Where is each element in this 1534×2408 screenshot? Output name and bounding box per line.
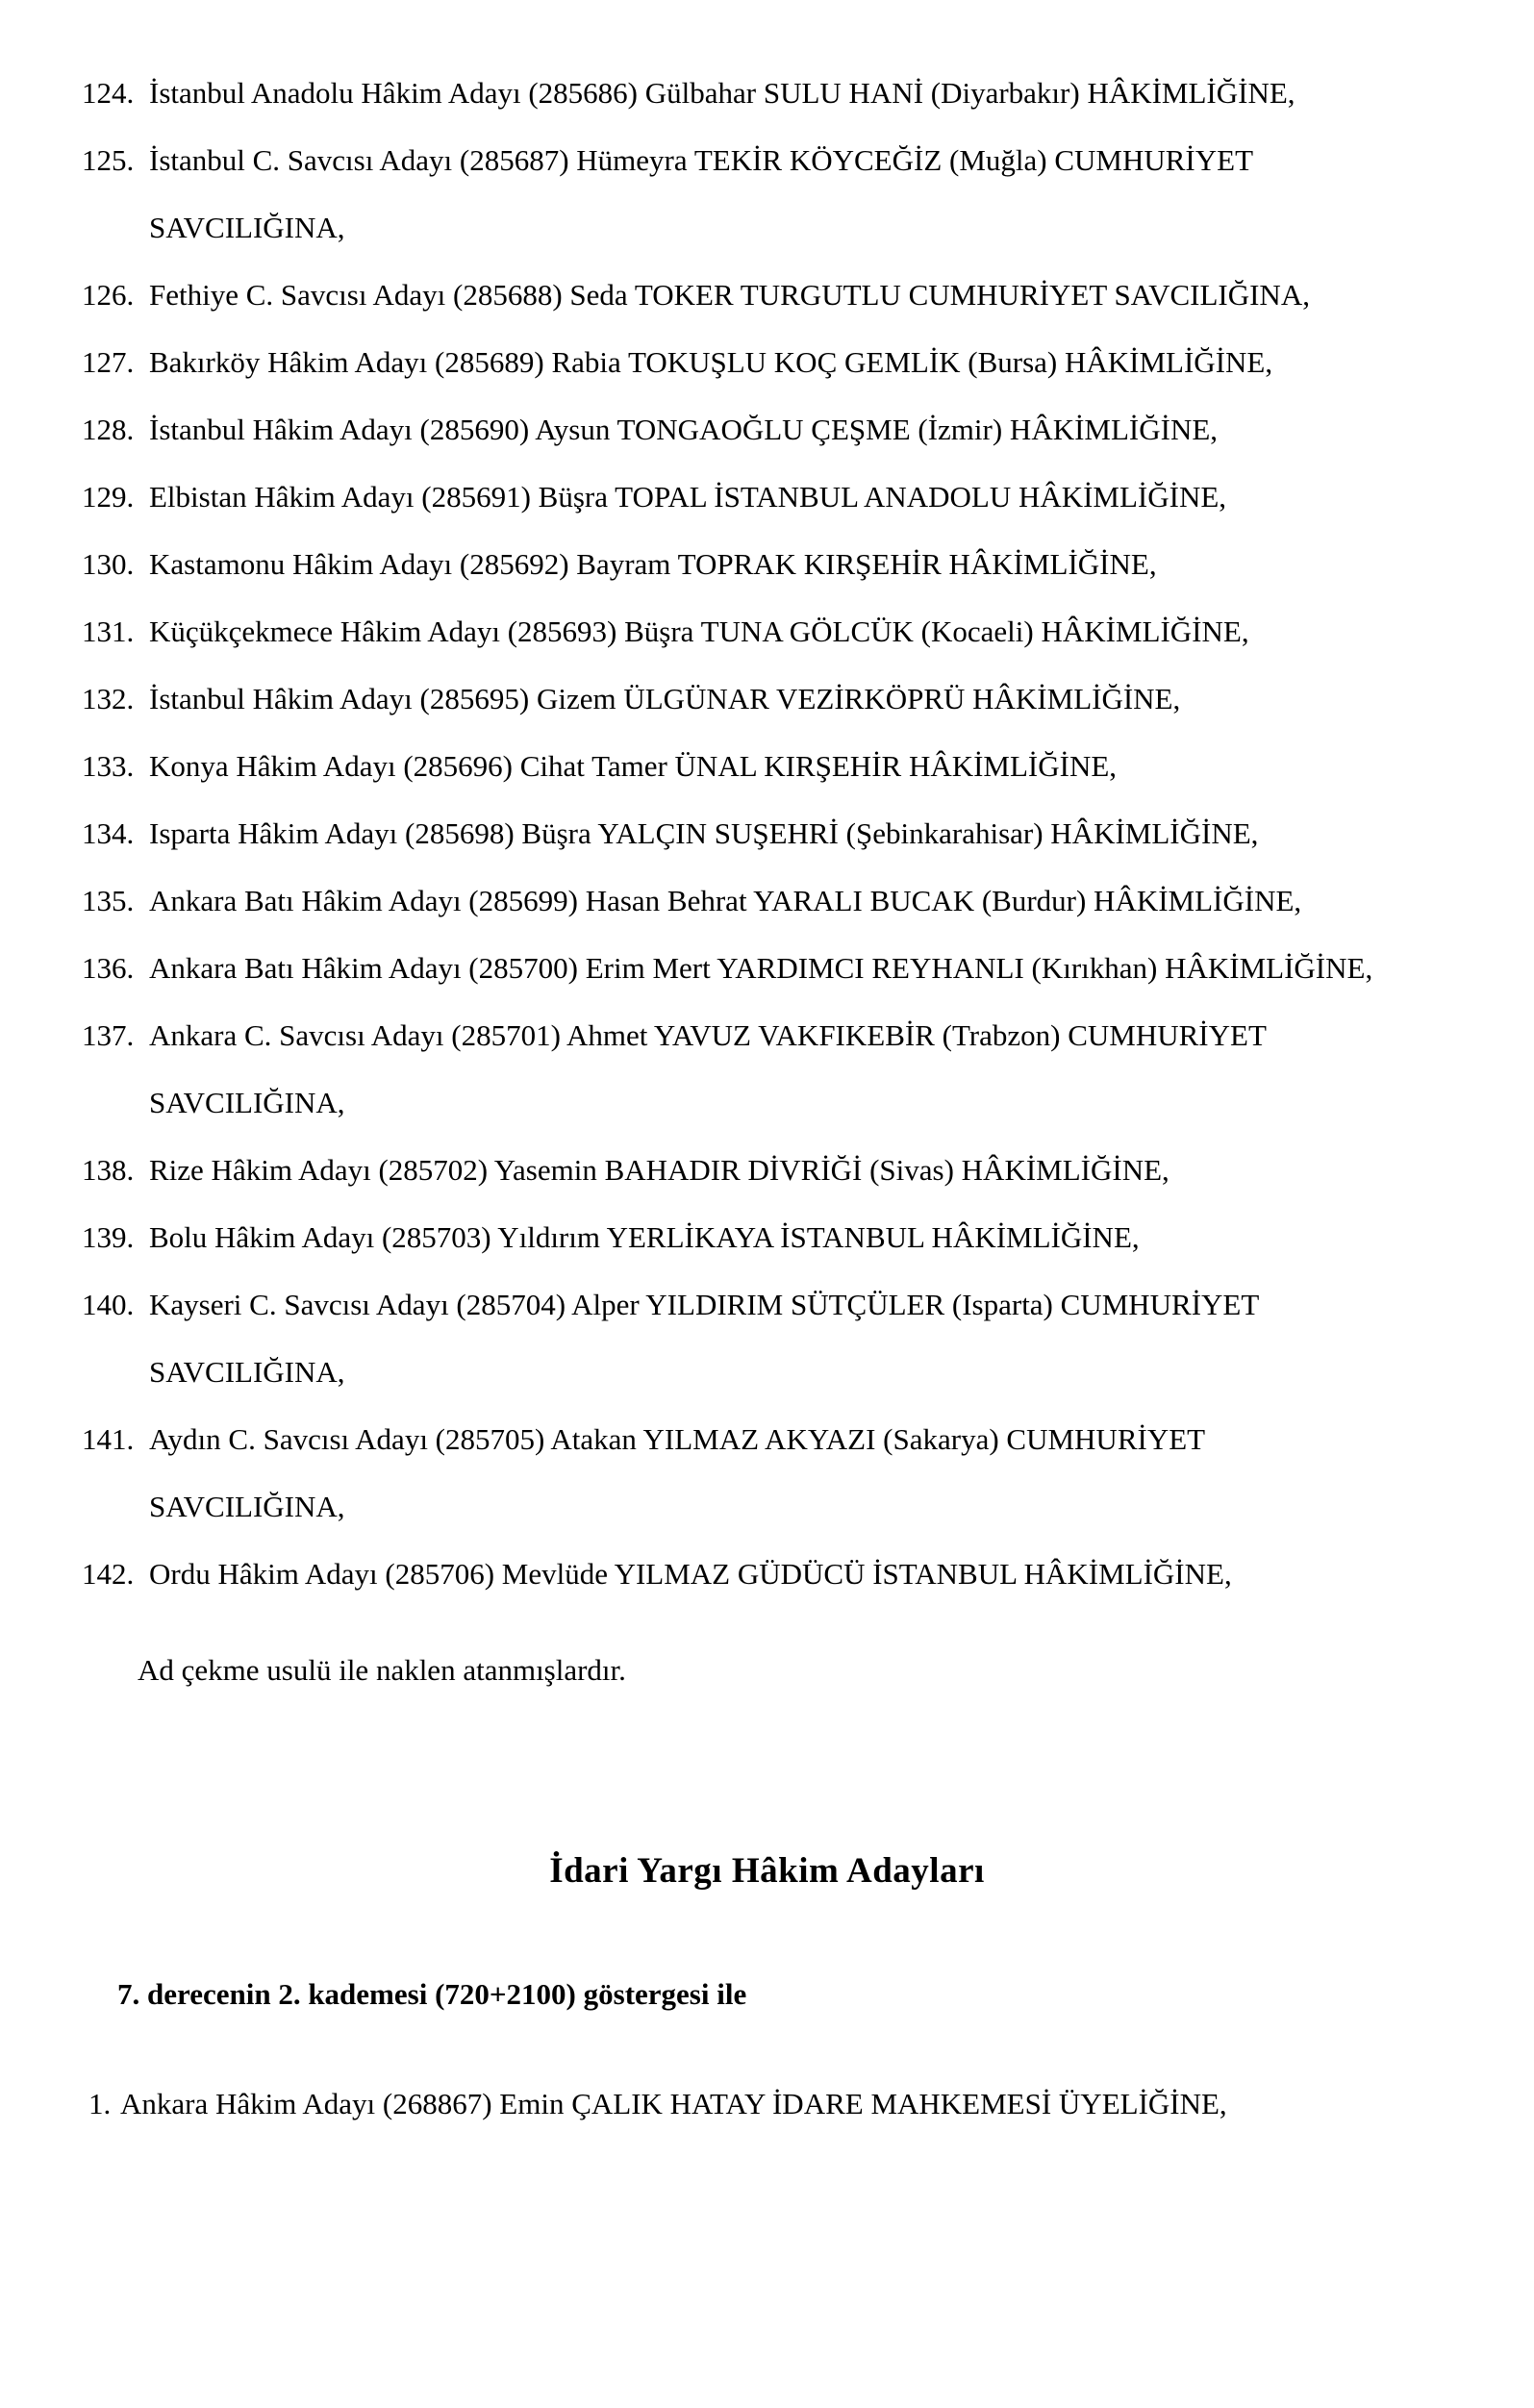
list-item-text (149, 531, 1486, 598)
list-item-line: Aydın C. Savcısı Adayı (285705) Atakan YILMAZ AKYAZI (Sakarya) CUMHURİYET (149, 1422, 1206, 1456)
list-item-line: Isparta Hâkim Adayı (285698) Büşra YALÇIN SUŞEHRİ (Şebinkarahisar) HÂKİMLİĞİNE, (149, 816, 1259, 850)
list-item-number: 142. (82, 1557, 135, 1591)
idari-appointment-list (0, 2070, 1534, 2138)
list-item-number: 126. (82, 278, 135, 312)
list-item-line: Küçükçekmece Hâkim Adayı (285693) Büşra TUNA GÖLCÜK (Kocaeli) HÂKİMLİĞİNE, (149, 615, 1249, 648)
list-item-line: Konya Hâkim Adayı (285696) Cihat Tamer ÜNAL KIRŞEHİR HÂKİMLİĞİNE, (149, 749, 1118, 783)
list-item (82, 1541, 1486, 1608)
list-item-number: 1. (88, 2087, 112, 2120)
list-item-line: İstanbul Anadolu Hâkim Adayı (285686) Gülbahar SULU HANİ (Diyarbakır) HÂKİMLİĞİNE, (149, 76, 1295, 110)
list-item-line: İstanbul Hâkim Adayı (285690) Aysun TONGAOĞLU ÇEŞME (İzmir) HÂKİMLİĞİNE, (149, 413, 1219, 446)
list-item-line: Ankara Hâkim Adayı (268867) Emin ÇALIK HATAY İDARE MAHKEMESİ ÜYELİĞİNE, (120, 2087, 1227, 2120)
list-item-number: 134. (82, 816, 135, 850)
list-item (82, 800, 1486, 867)
list-item (82, 127, 1486, 262)
list-item-number: 132. (82, 682, 135, 715)
list-item-line: Rize Hâkim Adayı (285702) Yasemin BAHADIR DİVRİĞİ (Sivas) HÂKİMLİĞİNE, (149, 1153, 1169, 1187)
list-item-line: Kastamonu Hâkim Adayı (285692) Bayram TOPRAK KIRŞEHİR HÂKİMLİĞİNE, (149, 547, 1157, 581)
list-item-text (149, 262, 1486, 329)
closing-note: Ad çekme usulü ile naklen atanmışlardır. (138, 1653, 626, 1687)
grade-line: 7. derecenin 2. kademesi (720+2100) göstergesi ile (117, 1977, 747, 2011)
list-item (82, 329, 1486, 396)
list-item-text (149, 1002, 1486, 1137)
list-item-number: 131. (82, 615, 135, 648)
list-item (82, 733, 1486, 800)
list-item-text (149, 329, 1486, 396)
list-item-text (149, 800, 1486, 867)
list-item-number: 139. (82, 1220, 135, 1254)
section-heading: İdari Yargı Hâkim Adayları (549, 1851, 985, 1891)
list-item (88, 2070, 1486, 2138)
list-item (82, 1271, 1486, 1406)
list-item-text (149, 464, 1486, 531)
list-item (82, 60, 1486, 127)
list-item-line: İstanbul Hâkim Adayı (285695) Gizem ÜLGÜNAR VEZİRKÖPRÜ HÂKİMLİĞİNE, (149, 682, 1181, 715)
list-item (82, 1137, 1486, 1204)
list-item-text (149, 1137, 1486, 1204)
list-item-line: Ankara C. Savcısı Adayı (285701) Ahmet YAVUZ VAKFIKEBİR (Trabzon) CUMHURİYET (149, 1018, 1267, 1052)
list-item-text (149, 733, 1486, 800)
list-item-number: 125. (82, 143, 135, 177)
list-item (82, 464, 1486, 531)
list-item-line: Ankara Batı Hâkim Adayı (285699) Hasan Behrat YARALI BUCAK (Burdur) HÂKİMLİĞİNE, (149, 884, 1302, 917)
list-item-line: Bolu Hâkim Adayı (285703) Yıldırım YERLİKAYA İSTANBUL HÂKİMLİĞİNE, (149, 1220, 1140, 1254)
list-item (82, 867, 1486, 935)
list-item-text (149, 60, 1486, 127)
list-item-number: 138. (82, 1153, 135, 1187)
list-item-text (149, 1271, 1486, 1406)
list-item (82, 1204, 1486, 1271)
list-item-text (149, 935, 1486, 1002)
list-item-number: 135. (82, 884, 135, 917)
list-item (82, 935, 1486, 1002)
list-item (82, 1002, 1486, 1137)
list-item-text (149, 665, 1486, 733)
list-item-line: Kayseri C. Savcısı Adayı (285704) Alper YILDIRIM SÜTÇÜLER (Isparta) CUMHURİYET (149, 1288, 1260, 1321)
list-item (82, 531, 1486, 598)
list-item (82, 1406, 1486, 1541)
list-item-line: Bakırköy Hâkim Adayı (285689) Rabia TOKUŞLU KOÇ GEMLİK (Bursa) HÂKİMLİĞİNE, (149, 345, 1273, 379)
list-item-number: 136. (82, 951, 135, 985)
list-item-text (149, 1541, 1486, 1608)
list-item-number: 124. (82, 76, 135, 110)
list-item-text (149, 1406, 1486, 1541)
list-item-text (149, 127, 1486, 262)
list-item-number: 128. (82, 413, 135, 446)
list-item-line: SAVCILIĞINA, (149, 1490, 345, 1523)
list-item-line: İstanbul C. Savcısı Adayı (285687) Hümeyra TEKİR KÖYCEĞİZ (Muğla) CUMHURİYET (149, 143, 1253, 177)
list-item-number: 141. (82, 1422, 135, 1456)
list-item-text (149, 1204, 1486, 1271)
list-item (82, 665, 1486, 733)
list-item-number: 133. (82, 749, 135, 783)
list-item (82, 598, 1486, 665)
list-item-text (149, 396, 1486, 464)
list-item-line: SAVCILIĞINA, (149, 1086, 345, 1119)
list-item-text (120, 2070, 1486, 2138)
list-item-line: Ankara Batı Hâkim Adayı (285700) Erim Mert YARDIMCI REYHANLI (Kırıkhan) HÂKİMLİĞİNE, (149, 951, 1373, 985)
list-item-number: 137. (82, 1018, 135, 1052)
list-item (82, 262, 1486, 329)
list-item (82, 396, 1486, 464)
list-item-text (149, 867, 1486, 935)
list-item-line: SAVCILIĞINA, (149, 211, 345, 244)
list-item-text (149, 598, 1486, 665)
list-item-number: 130. (82, 547, 135, 581)
list-item-line: SAVCILIĞINA, (149, 1355, 345, 1389)
list-item-number: 129. (82, 480, 135, 514)
list-item-line: Ordu Hâkim Adayı (285706) Mevlüde YILMAZ GÜDÜCÜ İSTANBUL HÂKİMLİĞİNE, (149, 1557, 1232, 1591)
list-item-number: 140. (82, 1288, 135, 1321)
list-item-line: Fethiye C. Savcısı Adayı (285688) Seda TOKER TURGUTLU CUMHURİYET SAVCILIĞINA, (149, 278, 1310, 312)
list-item-line: Elbistan Hâkim Adayı (285691) Büşra TOPAL İSTANBUL ANADOLU HÂKİMLİĞİNE, (149, 480, 1227, 514)
list-item-number: 127. (82, 345, 135, 379)
